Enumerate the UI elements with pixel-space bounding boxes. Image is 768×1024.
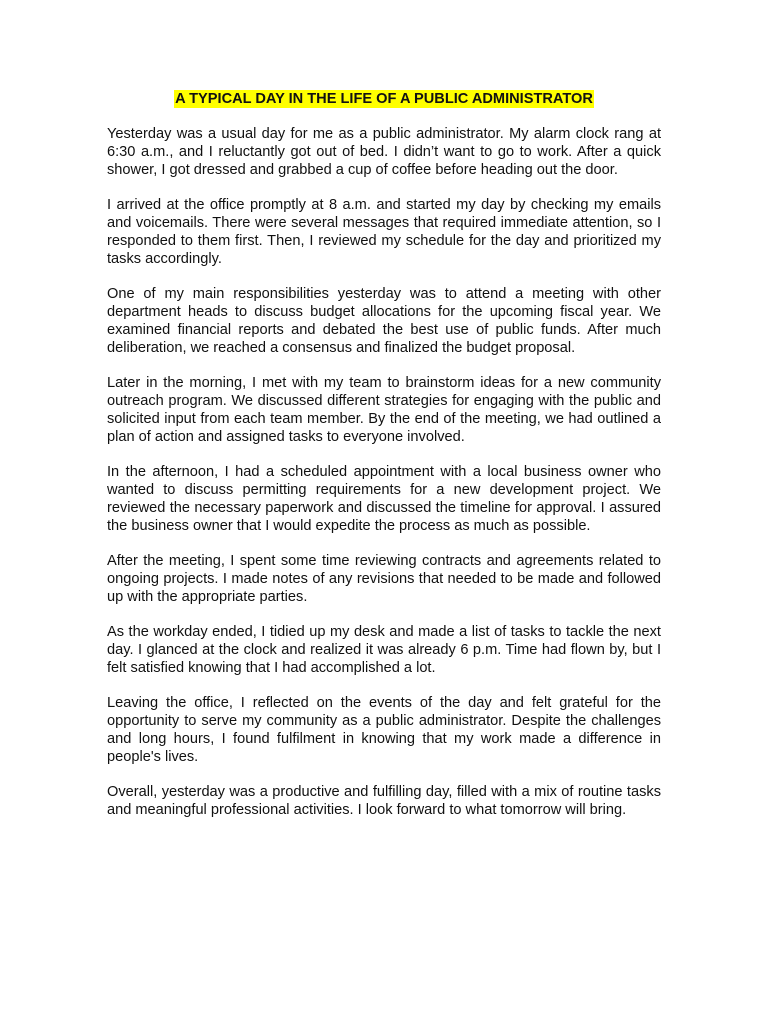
paragraph-7: As the workday ended, I tidied up my desk and made a list of tasks to tackle the next day. I glanced at the clock and realized it was already 6 p.m. Time had flown by, but I felt satisfied knowing that I had accomplished a lot.: [107, 624, 661, 676]
document-title: A TYPICAL DAY IN THE LIFE OF A PUBLIC ADMINISTRATOR: [175, 91, 593, 107]
paragraph-3: One of my main responsibilities yesterday was to attend a meeting with other department heads to discuss budget allocations for the upcoming fiscal year. We examined financial reports and debated the best use of public funds. After much deliberation, we reached a consensus and finalized the budget proposal.: [107, 286, 661, 356]
paragraph-6: After the meeting, I spent some time reviewing contracts and agreements related to ongoing projects. I made notes of any revisions that needed to be made and followed up with the appropriate parties.: [107, 553, 661, 605]
paragraph-1: Yesterday was a usual day for me as a public administrator. My alarm clock rang at 6:30 a.m., and I reluctantly got out of bed. I didn’t want to go to work. After a quick shower, I got dressed and grabbed a cup of coffee before heading out the door.: [107, 126, 661, 178]
document-body: [107, 90, 661, 836]
paragraph-9: Overall, yesterday was a productive and fulfilling day, filled with a mix of routine tasks and meaningful professional activities. I look forward to what tomorrow will bring.: [107, 784, 661, 818]
paragraph-4: Later in the morning, I met with my team to brainstorm ideas for a new community outreach program. We discussed different strategies for engaging with the public and solicited input from each team member. By the end of the meeting, we had outlined a plan of action and assigned tasks to everyone involved.: [107, 375, 661, 445]
title-container: [107, 90, 661, 108]
paragraph-5: In the afternoon, I had a scheduled appointment with a local business owner who wanted to discuss permitting requirements for a new development project. We reviewed the necessary paperwork and discussed the timeline for approval. I assured the business owner that I would expedite the process as much as possible.: [107, 464, 661, 534]
paragraph-8: Leaving the office, I reflected on the events of the day and felt grateful for the opportunity to serve my community as a public administrator. Despite the challenges and long hours, I found fulfilment in knowing that my work made a difference in people's lives.: [107, 695, 661, 765]
paragraph-2: I arrived at the office promptly at 8 a.m. and started my day by checking my emails and voicemails. There were several messages that required immediate attention, so I responded to them first. Then, I reviewed my schedule for the day and prioritized my tasks accordingly.: [107, 197, 661, 267]
